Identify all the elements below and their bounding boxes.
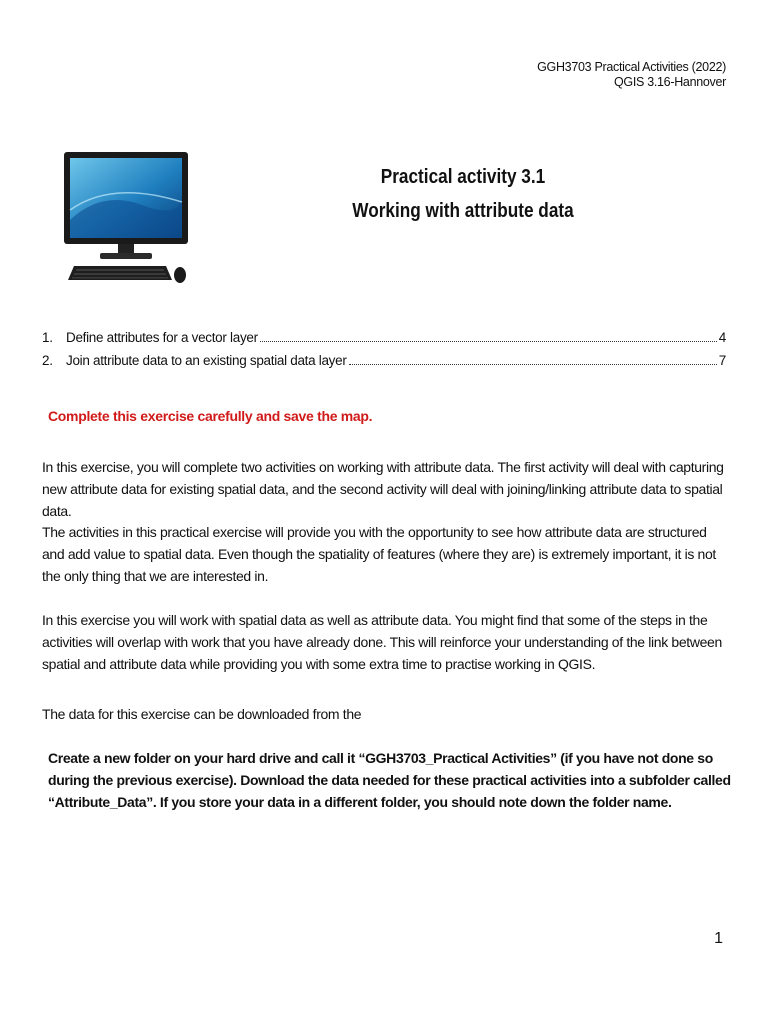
toc-page-number: 7 (718, 353, 726, 368)
header-software: QGIS 3.16-Hannover (613, 75, 726, 89)
toc-leader (260, 341, 717, 342)
table-of-contents (42, 330, 726, 376)
page-title (323, 160, 603, 228)
toc-number: 2. (42, 353, 53, 368)
body-paragraph: In this exercise you will work with spatial data as well as attribute data. You might find that some of the steps in the activities will overlap with work that you have already done. This will reinforce your understanding of the link between spatial and attribute data while providing you with some extra time to practise working in QGIS. (42, 612, 722, 672)
body-paragraph: The activities in this practical exercise will provide you with the opportunity to see how attribute data are structured and add value to spatial data. Even though the spatiality of features (where they are) is extremely important, it is not the only thing that we are interested in. (42, 524, 716, 584)
toc-entry[interactable] (42, 353, 726, 376)
warning-note: Complete this exercise carefully and save the map. (48, 408, 373, 424)
title-line-1: Practical activity 3.1 (380, 166, 546, 188)
title-line-2: Working with attribute data (352, 200, 574, 222)
toc-title: Join attribute data to an existing spatial data layer (66, 353, 347, 368)
instruction-box: Create a new folder on your hard drive and call it “GGH3703_Practical Activities” (if you have not done so during the previous exercise). Download the data needed for these practical activities into a subfolder called “Attribute_Data”. If you store your data in a different folder, you should note down the folder name. (48, 750, 731, 810)
header-course: GGH3703 Practical Activities (2022) (537, 60, 726, 74)
body-paragraph: In this exercise, you will complete two activities on working with attribute data. The first activity will deal with capturing new attribute data for existing spatial data, and the second activity will deal with joining/linking attribute data to spatial data. (42, 459, 724, 519)
body-paragraph: The data for this exercise can be downloaded from the (42, 706, 362, 722)
toc-page-number: 4 (718, 330, 726, 345)
page-header (537, 60, 726, 90)
desktop-computer-icon (62, 150, 190, 288)
page-number: 1 (714, 930, 723, 947)
toc-leader (349, 364, 717, 365)
toc-number: 1. (42, 330, 53, 345)
toc-title: Define attributes for a vector layer (66, 330, 258, 345)
toc-entry[interactable] (42, 330, 726, 353)
